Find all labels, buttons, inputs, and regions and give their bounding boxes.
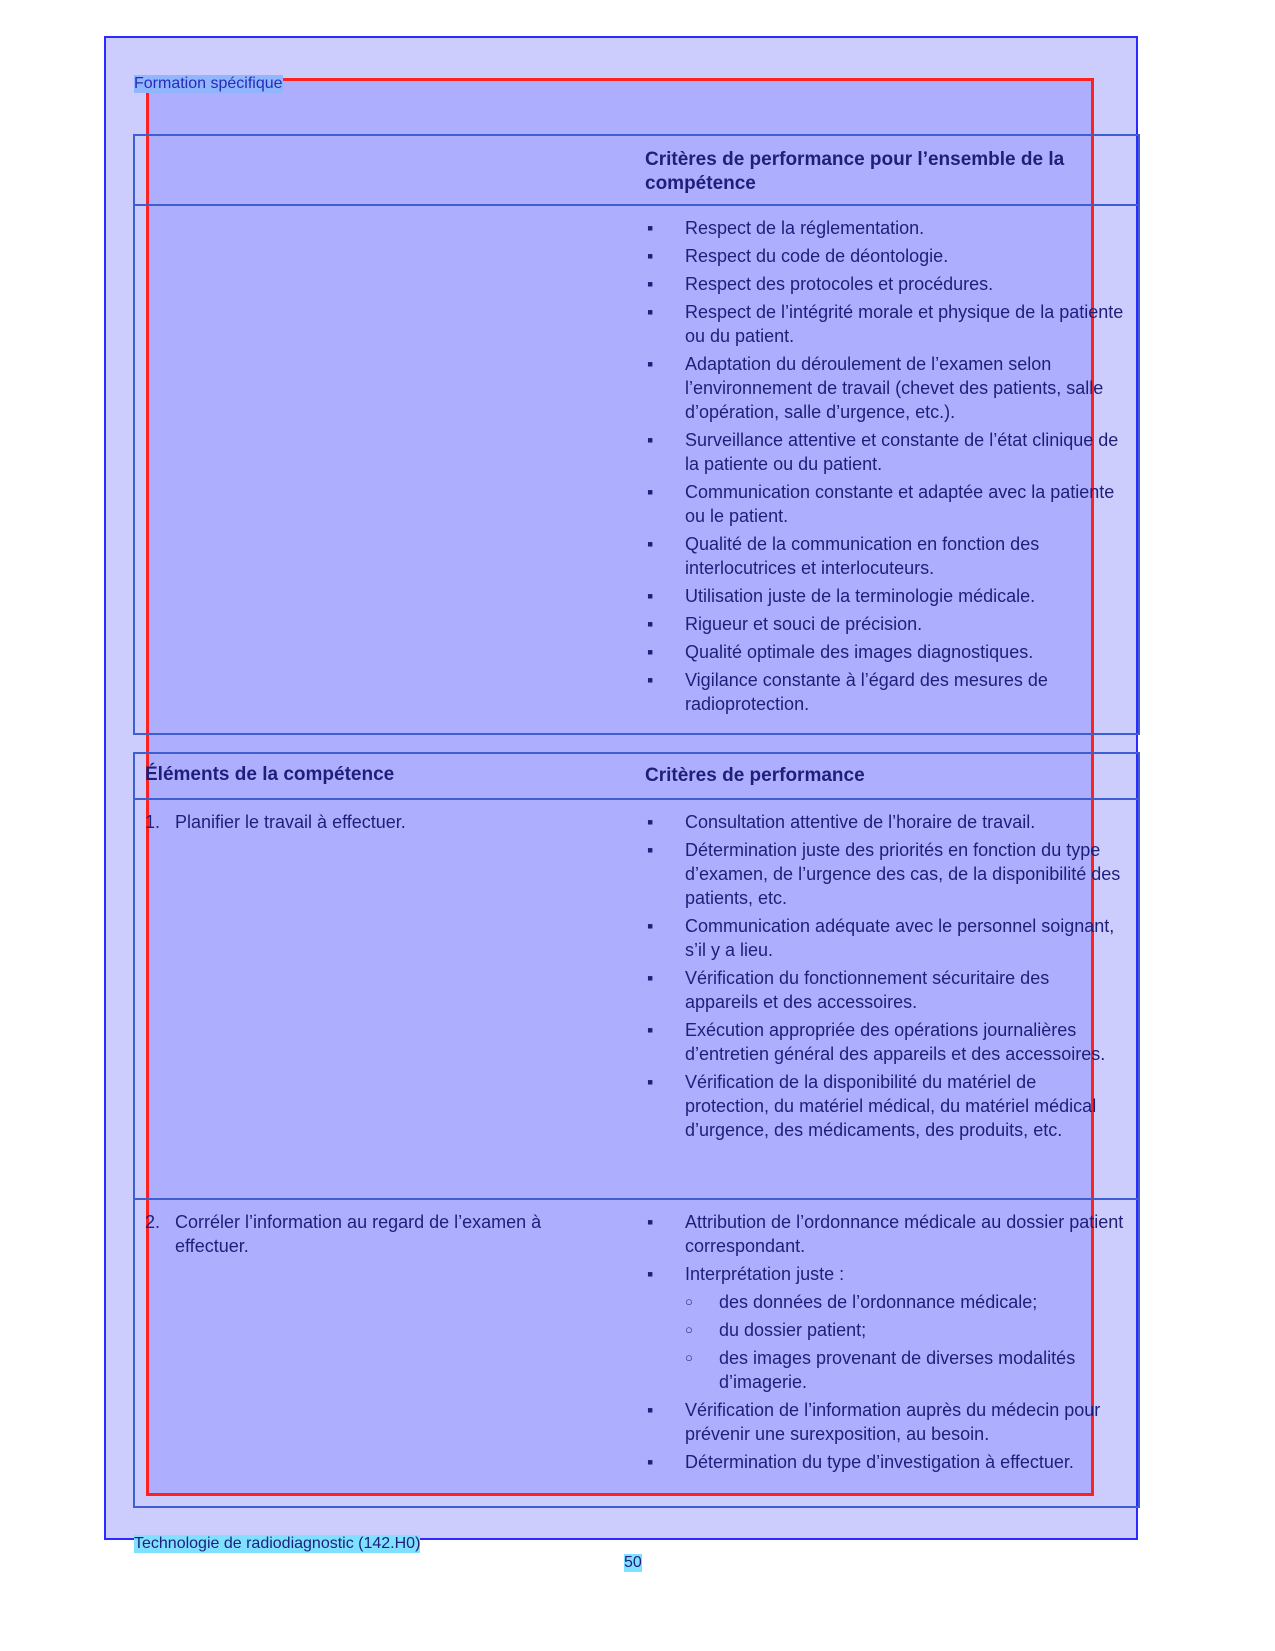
list-item bbox=[645, 1262, 1125, 1394]
list-item-text: Interprétation juste : bbox=[685, 1264, 845, 1284]
element-number: 1. bbox=[145, 812, 161, 832]
list-item: ▪ Communication constante et adaptée avec la patiente ou le patient. bbox=[645, 480, 1125, 528]
sub-list-item: ○ des données de l’ordonnance médicale; bbox=[685, 1290, 1125, 1314]
table-header-row bbox=[135, 754, 1138, 800]
criteria-list bbox=[645, 810, 1125, 1146]
sub-list-item: ○ du dossier patient; bbox=[685, 1318, 1125, 1342]
footer-label: Technologie de radiodiagnostic (142.H0) bbox=[134, 1535, 421, 1552]
list-item: ▪ Vérification de l’information auprès du médecin pour prévenir une surexposition, au besoin. bbox=[645, 1398, 1125, 1446]
element-text: Corréler l’information au regard de l’examen à effectuer. bbox=[175, 1212, 542, 1256]
list-item: ▪ Rigueur et souci de précision. bbox=[645, 612, 1125, 636]
list-item: ▪ Respect du code de déontologie. bbox=[645, 244, 1125, 268]
list-item: ▪ Vérification du fonctionnement sécuritaire des appareils et des accessoires. bbox=[645, 966, 1125, 1014]
list-item: ▪ Consultation attentive de l’horaire de travail. bbox=[645, 810, 1125, 834]
list-item: ▪ Détermination du type d’investigation à effectuer. bbox=[645, 1450, 1125, 1474]
table-row bbox=[135, 800, 1138, 1200]
page-number: 50 bbox=[624, 1554, 642, 1571]
criteria-list bbox=[645, 216, 1125, 720]
competence-element bbox=[145, 1210, 615, 1258]
list-item: ▪ Adaptation du déroulement de l’examen selon l’environnement de travail (chevet des patients, salle d’opération, salle d’urgence, etc.). bbox=[645, 352, 1125, 424]
table-header-row bbox=[135, 136, 1138, 206]
list-item: ▪ Vérification de la disponibilité du matériel de protection, du matériel médical, du matériel médical d’urgence, des médicaments, des produits, etc. bbox=[645, 1070, 1125, 1142]
list-item: ▪ Respect des protocoles et procédures. bbox=[645, 272, 1125, 296]
list-item: ▪ Qualité optimale des images diagnostiques. bbox=[645, 640, 1125, 664]
criteria-list bbox=[645, 1210, 1125, 1478]
element-text: Planifier le travail à effectuer. bbox=[175, 812, 406, 832]
list-item: ▪ Exécution appropriée des opérations journalières d’entretien général des appareils et des accessoires. bbox=[645, 1018, 1125, 1066]
sub-list-item: ○ des images provenant de diverses modalités d’imagerie. bbox=[685, 1346, 1125, 1394]
list-item: ▪ Qualité de la communication en fonction des interlocutrices et interlocuteurs. bbox=[645, 532, 1125, 580]
list-item: ▪ Respect de la réglementation. bbox=[645, 216, 1125, 240]
left-column-header: Éléments de la compétence bbox=[145, 764, 395, 785]
list-item: ▪ Respect de l’intégrité morale et physique de la patiente ou du patient. bbox=[645, 300, 1125, 348]
list-item: ▪ Attribution de l’ordonnance médicale au dossier patient correspondant. bbox=[645, 1210, 1125, 1258]
right-column-header: Critères de performance bbox=[645, 765, 865, 786]
competence-elements-table bbox=[133, 752, 1140, 1508]
table-row bbox=[135, 1200, 1138, 1500]
competence-criteria-table bbox=[133, 134, 1140, 735]
list-item: ▪ Détermination juste des priorités en fonction du type d’examen, de l’urgence des cas, de la disponibilité des patients, etc. bbox=[645, 838, 1125, 910]
list-item: ▪ Utilisation juste de la terminologie médicale. bbox=[645, 584, 1125, 608]
element-number: 2. bbox=[145, 1212, 161, 1232]
list-item: ▪ Vigilance constante à l’égard des mesures de radioprotection. bbox=[645, 668, 1125, 716]
list-item: ▪ Communication adéquate avec le personnel soignant, s’il y a lieu. bbox=[645, 914, 1125, 962]
list-item: ▪ Surveillance attentive et constante de l’état clinique de la patiente ou du patient. bbox=[645, 428, 1125, 476]
sub-criteria-list bbox=[685, 1290, 1125, 1394]
competence-element bbox=[145, 810, 615, 834]
right-column-header: Critères de performance pour l’ensemble de la compétence bbox=[645, 149, 1065, 194]
section-header: Formation spécifique bbox=[134, 75, 283, 92]
